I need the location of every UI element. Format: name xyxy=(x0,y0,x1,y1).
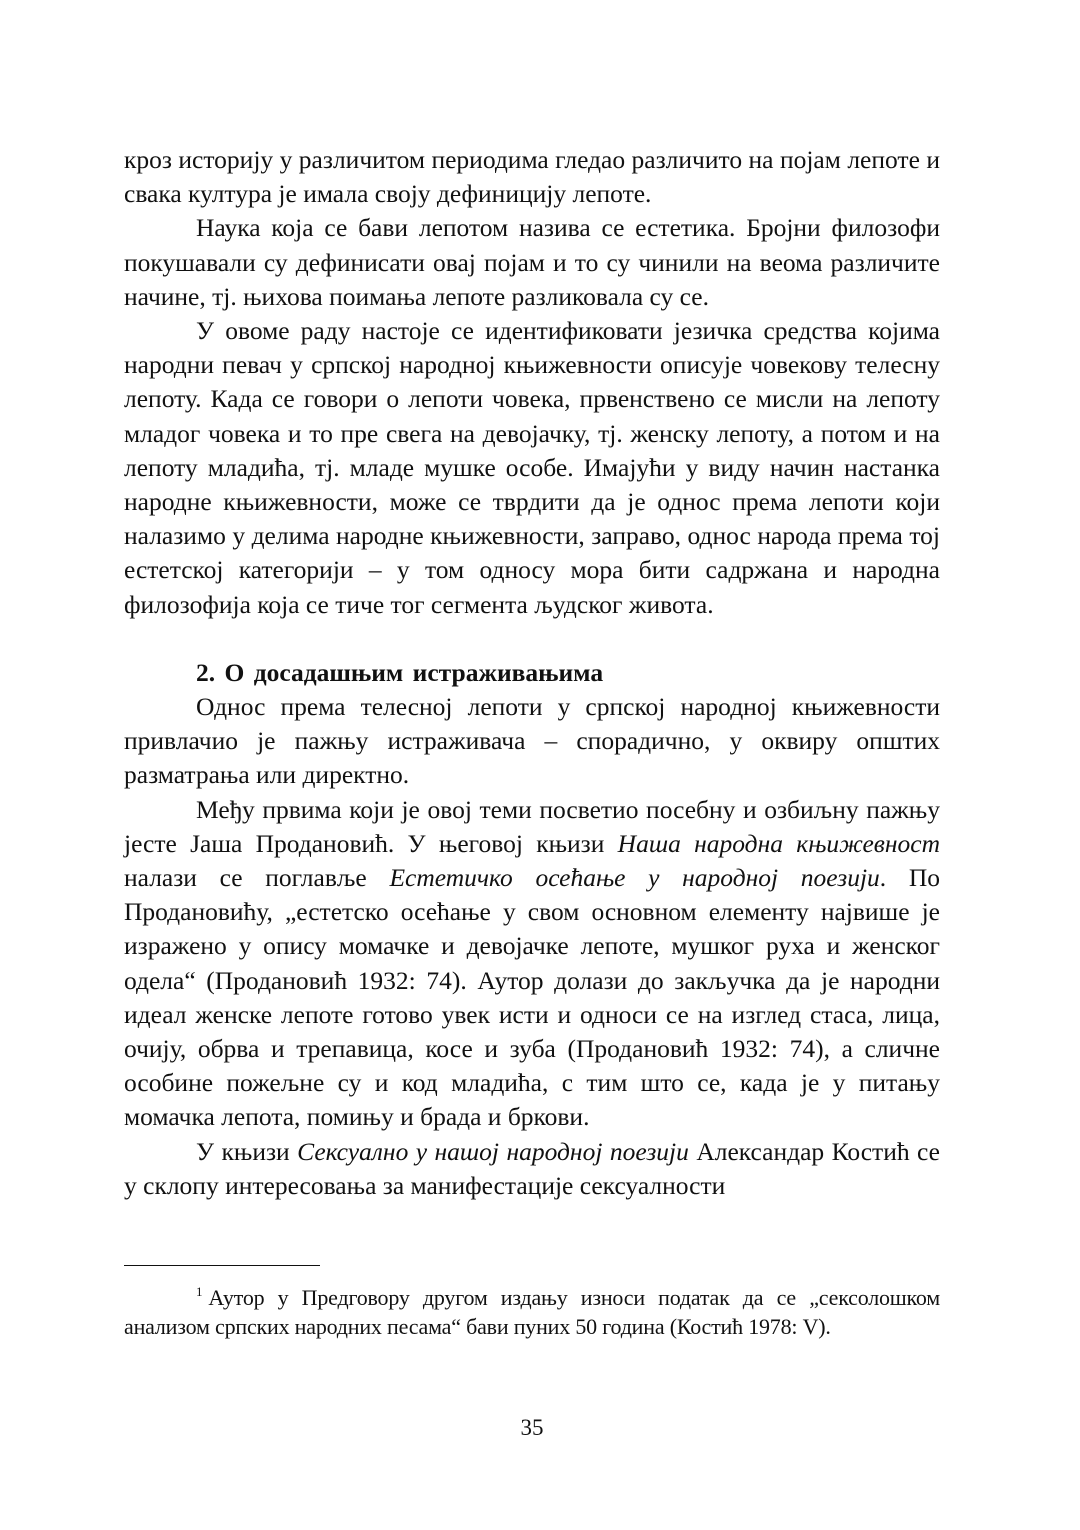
footnote-text: Аутор у Предговору другом издању износи податак да се „сексолошком анализом српских народних песама“ бави пуних 50 година (Костић 1978: V). xyxy=(124,1285,940,1339)
paragraph-text: налази се поглавље xyxy=(124,863,390,893)
paragraph-text: Александар Костић се у склопу интересовања за манифестације сексуалности xyxy=(124,1136,940,1200)
paragraph-text: . По Продановићу, „естетско осећање у свом основном елементу највише је изражено у опису момачке и девојачке лепоте, мушког руха и женског одела“ (Продановић 1932: 74). Аутор долази до закључка да је народни идеал женске лепоте готово увек исти и односи се на изглед стаса, лица, очију, обрва и трепавица, косе и зуба (Продановић 1932: 74), а сличне особине пожељне су и код младића, с тим што се, када је у питању момачка лепота, помињу и брада и бркови. xyxy=(124,863,940,1132)
book-title: Наша народна књижевност xyxy=(617,828,940,858)
footnote xyxy=(124,1284,940,1341)
paragraph-text: Међу првима који је овој теми посветио посебну и озбиљну пажњу јесте Јаша Продановић. У његовој књизи xyxy=(124,794,940,858)
chapter-title: Естетичко осећање у народној поезији xyxy=(389,863,880,893)
paragraph-kostic xyxy=(124,1135,940,1203)
section-heading: 2. О досадашњим истраживањима xyxy=(196,657,604,687)
paragraph-research-aim: У овоме раду настоје се идентификовати језичка средства којима народни певач у српској народној књижевности описује човекову телесну лепоту. Када се говори о лепоти човека, првенствено се мисли на лепоту младог човека и то пре свега на девојачку, тј. женску лепоту, а потом и на лепоту младића, тј. младе мушке особе. Имајући у виду начин настанка народне књижевности, може се тврдити да је однос према лепоти који налазимо у делима народне књижевности, заправо, однос народа према тој естетској категорији – у том односу мора бити садржана и народна филозофија која се тиче тог сегмента људског живота. xyxy=(124,316,940,619)
paragraph-prodanovic xyxy=(124,793,940,1135)
footnote-marker: 1 xyxy=(196,1284,203,1299)
paragraph-continued: кроз историју у различитом периодима гледао различито на појам лепоте и свака култура је имала своју дефиницију лепоте. xyxy=(124,145,940,209)
paragraph-research-attention: Однос према телесној лепоти у српској народној књижевности привлачио је пажњу истраживача – спорадично, у оквиру општих разматрања или директно. xyxy=(124,692,940,790)
paragraph-text: У књизи xyxy=(196,1136,298,1166)
book-title: Сексуално у нашој народној поезији xyxy=(297,1136,689,1166)
page-body xyxy=(124,143,940,1203)
footnote-separator xyxy=(124,1265,320,1266)
paragraph-aesthetics: Наука која се бави лепотом назива се естетика. Бројни филозофи покушавали су дефинисати овај појам и то су чинили на веома различите начине, тј. њихова поимања лепоте разликовала су се. xyxy=(124,213,940,311)
page-number: 35 xyxy=(520,1415,544,1440)
